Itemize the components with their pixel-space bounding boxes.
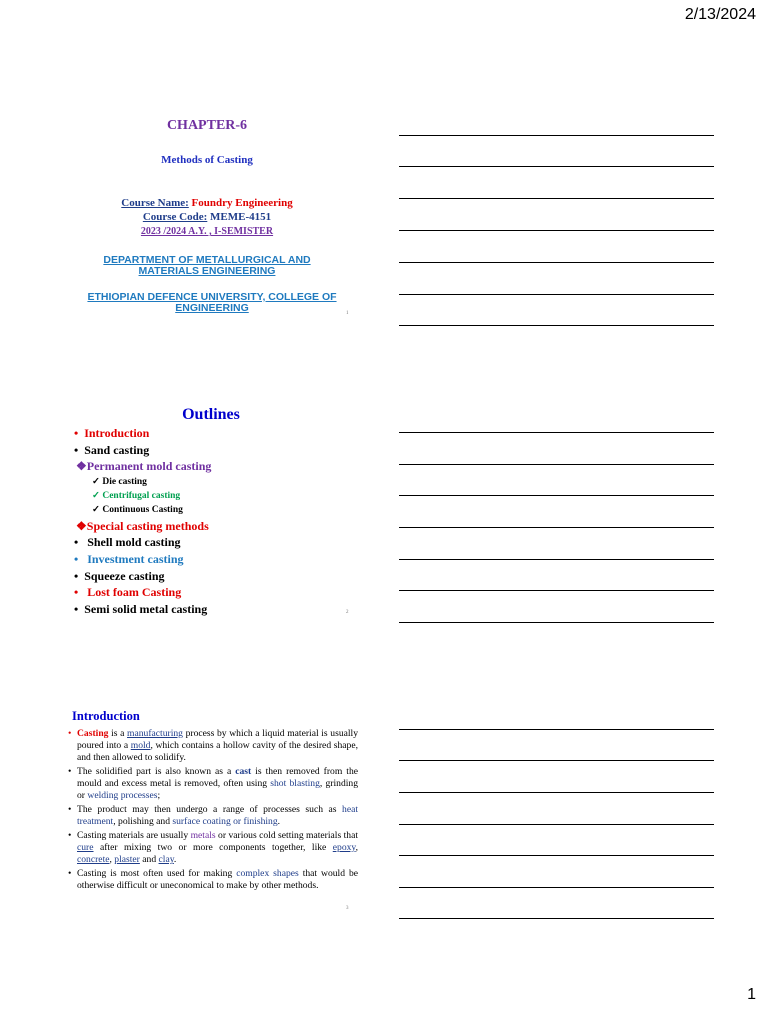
slide-number: 2: [346, 610, 349, 615]
course-code-label: Course Code:: [142, 211, 208, 223]
outline-subitem-centrifugal: ✓ Centrifugal casting: [92, 491, 181, 501]
outline-subitem-die-casting: ✓ Die casting: [92, 477, 147, 487]
bullet-icon: •: [74, 426, 85, 440]
bullet-icon: •: [74, 535, 88, 549]
note-line: [399, 527, 714, 528]
outline-item-semi-solid: • Semi solid metal casting: [74, 602, 208, 616]
link-plaster[interactable]: plaster: [114, 854, 140, 865]
checkmark-icon: ✓: [92, 505, 103, 515]
bullet-icon: •: [74, 443, 85, 457]
note-line: [399, 135, 714, 136]
link-epoxy[interactable]: epoxy: [332, 842, 356, 853]
bullet-icon: •: [74, 585, 88, 599]
intro-paragraph-2: • The solidified part is also known as a cast is then removed from the mould and excess metal is removed, often using shot blasting, grinding or welding processes;: [68, 766, 359, 801]
diamond-bullet-icon: ❖: [76, 519, 87, 533]
outline-item-permanent-mold: ❖Permanent mold casting: [76, 459, 212, 473]
intro-paragraph-3: • The product may then undergo a range of processes such as heat treatment, polishing and surface coating or finishing.: [68, 804, 358, 827]
note-line: [399, 622, 714, 623]
outline-subitem-continuous: ✓ Continuous Casting: [92, 505, 183, 515]
bullet-icon: •: [74, 569, 85, 583]
chapter-title: CHAPTER-6: [166, 118, 248, 133]
note-line: [399, 432, 714, 433]
outline-item-shell-mold: • Shell mold casting: [74, 535, 181, 549]
outline-item-investment: • Investment casting: [74, 552, 184, 566]
checkmark-icon: ✓: [92, 477, 103, 487]
intro-paragraph-5: • Casting is most often used for making complex shapes that would be otherwise difficult or uneconomical to make by other methods.: [68, 868, 359, 891]
note-line: [399, 495, 714, 496]
note-line: [399, 824, 714, 825]
course-name-value: Foundry Engineering: [191, 197, 293, 209]
slide-title: Methods of Casting: [161, 154, 253, 166]
note-line: [399, 166, 714, 167]
note-line: [399, 559, 714, 560]
link-concrete[interactable]: concrete: [77, 854, 110, 865]
link-cure[interactable]: cure: [77, 842, 94, 853]
department-name: DEPARTMENT OF METALLURGICAL AND MATERIALS ENGINEERING: [103, 254, 311, 277]
slide-3: [62, 705, 358, 915]
note-line: [399, 855, 714, 856]
bullet-icon: •: [68, 830, 72, 841]
outline-item-special-methods: ❖Special casting methods: [76, 519, 209, 533]
intro-paragraph-1: • Casting is a manufacturing process by which a liquid material is usually poured into a mold, which contains a hollow cavity of the desired shape, and then allowed to solidify.: [68, 728, 359, 763]
bullet-icon: •: [68, 868, 72, 879]
university-name: ETHIOPIAN DEFENCE UNIVERSITY, COLLEGE OF ENGINEERING: [87, 291, 337, 314]
note-line: [399, 760, 714, 761]
introduction-title: Introduction: [72, 709, 140, 723]
bullet-icon: •: [68, 766, 72, 777]
diamond-bullet-icon: ❖: [76, 459, 87, 473]
link-clay[interactable]: clay: [158, 854, 174, 865]
academic-year: 2023 /2024 A.Y. , I-SEMISTER: [140, 226, 274, 237]
course-code: [62, 211, 352, 223]
slide-2: [62, 400, 352, 620]
slide-number: 1: [346, 311, 349, 316]
outline-item-lost-foam: • Lost foam Casting: [74, 585, 182, 599]
note-line: [399, 918, 714, 919]
note-line: [399, 294, 714, 295]
bullet-icon: •: [68, 728, 72, 739]
checkmark-icon: ✓: [92, 491, 103, 501]
slide-1: [62, 110, 352, 322]
note-line: [399, 887, 714, 888]
outline-item-introduction: • Introduction: [74, 426, 150, 440]
outline-item-sand-casting: • Sand casting: [74, 443, 150, 457]
slide-number: 3: [346, 906, 349, 911]
print-date: 2/13/2024: [684, 6, 756, 23]
note-line: [399, 464, 714, 465]
note-line: [399, 325, 714, 326]
course-name-label: Course Name:: [121, 197, 189, 209]
note-line: [399, 590, 714, 591]
note-line: [399, 198, 714, 199]
note-line: [399, 230, 714, 231]
bullet-icon: •: [74, 602, 85, 616]
note-line: [399, 792, 714, 793]
intro-paragraph-4: • Casting materials are usually metals or various cold setting materials that cure after mixing two or more components together, like epoxy, concrete, plaster and clay.: [68, 830, 358, 865]
bullet-icon: •: [74, 552, 88, 566]
bullet-icon: •: [68, 804, 72, 815]
link-mold[interactable]: mold: [130, 740, 151, 751]
link-manufacturing[interactable]: manufacturing: [127, 728, 183, 739]
page-number: 1: [747, 986, 756, 1003]
outlines-title: Outlines: [182, 406, 240, 423]
note-line: [399, 729, 714, 730]
introduction-body: [68, 728, 358, 894]
course-code-value: MEME-4151: [210, 211, 272, 223]
course-name: [62, 197, 352, 209]
outline-item-squeeze: • Squeeze casting: [74, 569, 165, 583]
note-line: [399, 262, 714, 263]
